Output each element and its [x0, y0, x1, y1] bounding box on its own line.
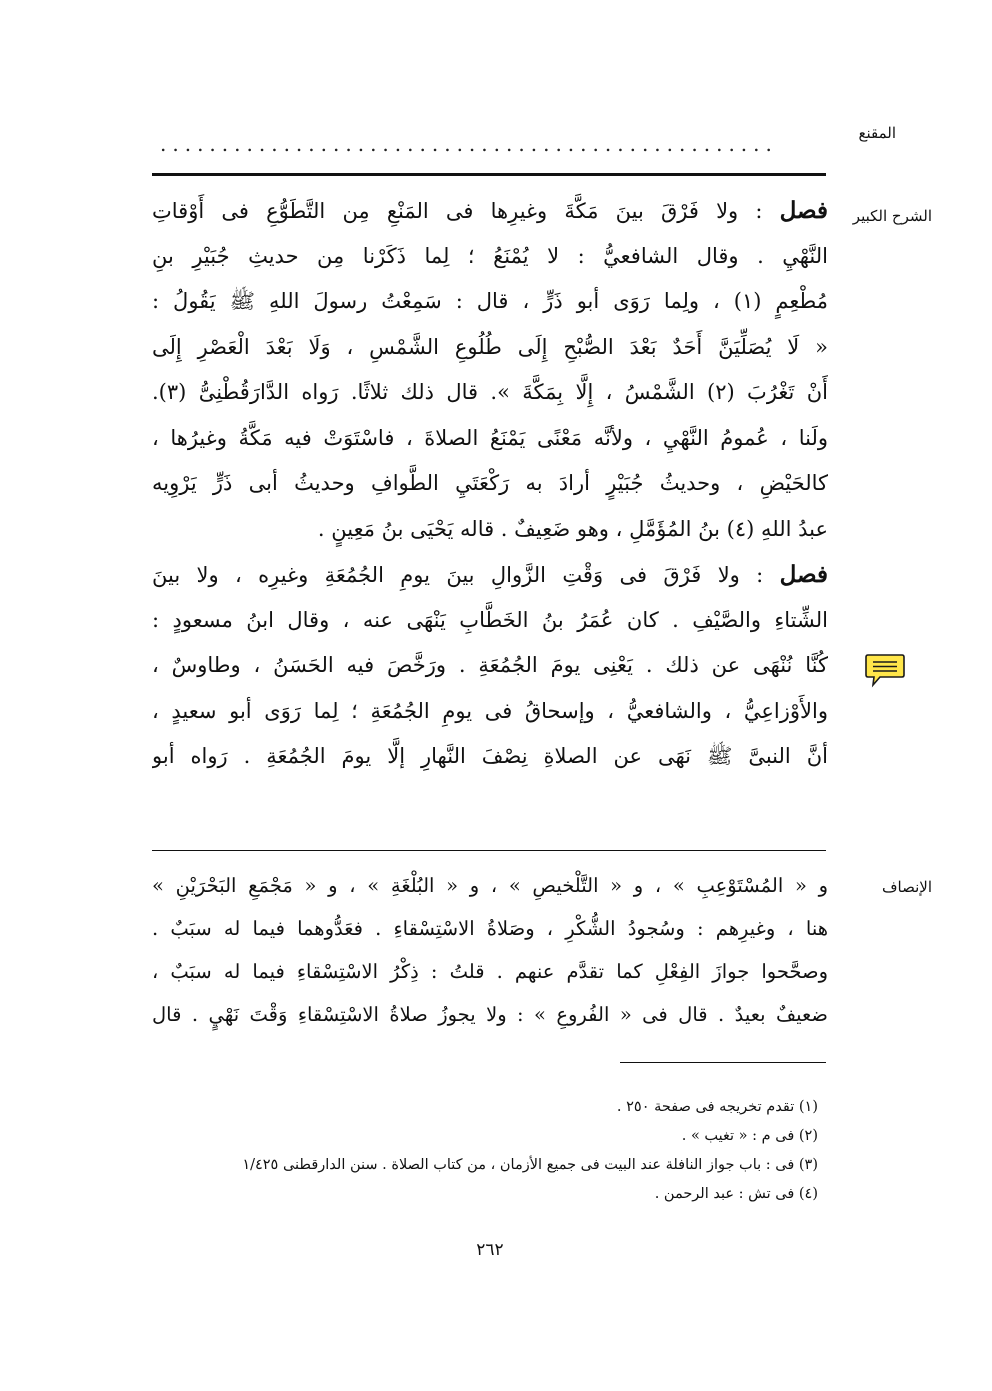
footnote-divider	[620, 1062, 826, 1063]
insaf-line: وصحَّحوا جوازَ الفِعْلِ كما تقدَّم عنهم . قلتُ : ذِكْرُ الاسْتِسْقاءِ فيما له سبَبٌ ،	[152, 960, 828, 983]
side-label-sharh: الشرح الكبير	[852, 207, 932, 225]
sharh-line: أنَّ النبىَّ ﷺ نَهَى عن الصلاةِ نِصْفَ النَّهارِ إلَّا يومَ الجُمُعَةِ . رَواه أبو	[152, 744, 828, 768]
insaf-line: و « المُسْتَوْعِبِ » ، و « التَّلْخيصِ » ، و « البُلْغَةِ » ، و « مَجْمَعِ البَحْرَيْنِ »	[152, 874, 828, 897]
insaf-line: ضعيفٌ بعيدٌ . قال فى « الفُروعِ » : ولا يجوزُ صلاةُ الاسْتِسْقاءِ وَقْتَ نَهْيٍ . قال	[152, 1003, 828, 1026]
sharh-line: ولَنا ، عُمومُ النَّهْيِ ، ولأنَّه مَعْنًى يَمْنَعُ الصلاةَ ، فاسْتَوَتْ فيه مَكَّةُ وغيرُها ،	[152, 425, 828, 450]
sharh-line: كالحَيْضِ ، وحديثُ جُبَيْرٍ أرادَ به رَكْعَتَيِ الطَّوافِ وحديثُ أبى ذَرٍّ يَرْوِيه	[152, 471, 828, 495]
sharh-line: كُنَّا نُنْهَى عن ذلك . يَعْنِى يومَ الجُمُعَةِ . ورَخَّصَ فيه الحَسَنُ ، وطاوسٌ ،	[152, 653, 828, 677]
side-label-muqni: المقنع	[858, 124, 896, 142]
sharh-line: مُطْعِمٍ (١) ، ولِما رَوَى أبو ذَرٍّ ، قال : سَمِعْتُ رسولَ اللهِ ﷺ يَقُولُ :	[152, 289, 828, 313]
footnote: (٢) فى م : « تغيب » .	[681, 1128, 818, 1144]
footnote: (٣) فى : باب جواز النافلة عند البيت فى جميع الأزمان ، من كتاب الصلاة . سنن الدارقطنى ١/٤٢٥	[242, 1157, 818, 1173]
sharh-line: فصل : ولا فَرْقَ فى وَقْتِ الزَّوالِ بينَ يومِ الجُمُعَةِ وغيرِه ، ولا بينَ	[152, 561, 828, 588]
sharh-line: عبدُ اللهِ (٤) بنُ المُؤَمَّلِ ، وهو ضَعِيفٌ . قاله يَحْيَى بنُ مَعِينٍ .	[317, 516, 828, 541]
section-divider	[152, 850, 826, 851]
side-label-insaf: الإنصاف	[881, 878, 932, 896]
sharh-line: النَّهْيِ . وقال الشافعيُّ : لا يُمْنَعُ ؛ لِما ذَكَرْنا مِن حديثِ جُبَيْرِ بنِ	[152, 243, 828, 268]
insaf-text-block	[152, 864, 828, 1036]
section-heading-fasl: فصل	[779, 561, 828, 588]
footnote: (١) تقدم تخريجه فى صفحة ٢٥٠ .	[616, 1099, 818, 1115]
insaf-line: هنا ، وغيرِهم : وسُجودُ الشُّكْرِ ، وصَلاةُ الاسْتِسْقاءِ . فعَدُّوهما فيما له سبَبٌ .	[152, 917, 828, 940]
sharh-line: « لَا يُصَلِّيَنَّ أَحَدٌ بَعْدَ الصُّبْحِ إِلَى طُلُوعِ الشَّمْسِ ، وَلَا بَعْدَ الْعَصْرِ إِلَى	[152, 334, 828, 359]
sharh-line: والأَوْزاعِيُّ ، والشافعيُّ ، وإسحاقُ فى يومِ الجُمُعَةِ ؛ لِما رَوَى أبو سعيدٍ ،	[152, 698, 828, 723]
sharh-text-block	[152, 188, 828, 780]
footnote: (٤) فى تش : عبد الرحمن .	[654, 1186, 818, 1202]
comment-note-icon[interactable]	[864, 652, 906, 688]
top-divider	[152, 173, 826, 176]
section-heading-fasl: فصل	[779, 197, 828, 224]
sharh-line: الشِّتاءِ والصَّيْفِ . كان عُمَرُ بنُ الخَطَّابِ يَنْهَى عنه ، وقال ابنُ مسعودٍ :	[152, 607, 828, 632]
page-number: ٢٦٢	[476, 1240, 504, 1260]
sharh-line: فصل : ولا فَرْقَ بينَ مَكَّةَ وغيرِها فى المَنْعِ مِن التَّطَوُّعِ فى أَوْقاتِ	[152, 197, 828, 224]
sharh-line: أَنْ تَغْرُبَ (٢) الشَّمْسُ ، إِلَّا بِمَكَّةَ ». قال ذلك ثلاثًا. رَواه الدَّارَقُطْنِىُّ (٣).	[152, 380, 828, 404]
footnotes	[152, 1093, 818, 1209]
muqni-dotted-line: ..................................................	[160, 132, 778, 156]
